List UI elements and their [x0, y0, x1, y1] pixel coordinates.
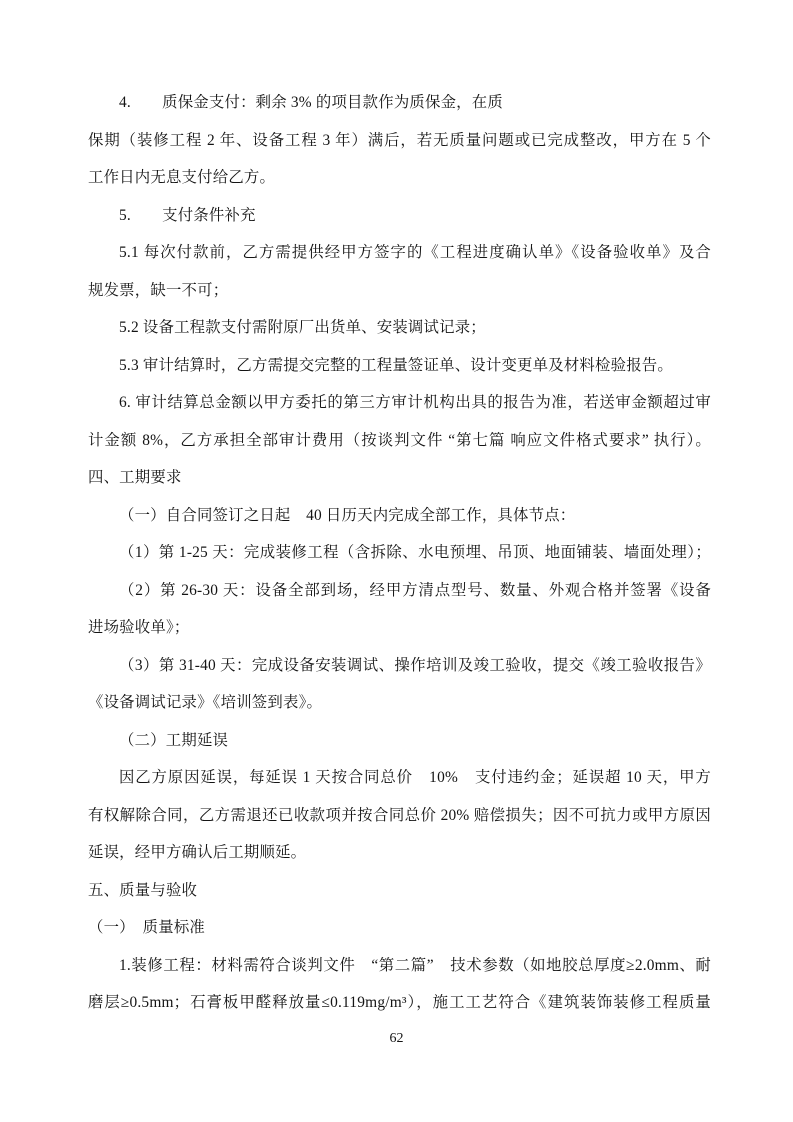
text-line: 5.2 设备工程款支付需附原厂出货单、安装调试记录；	[119, 319, 486, 336]
text-line: 规发票，缺一不可；	[88, 281, 229, 299]
text-line: 1.装修工程：材料需符合谈判文件 “第二篇” 技术参数（如地胶总厚度≥2.0mm、耐	[119, 956, 711, 974]
text-line: 有权解除合同，乙方需退还已收款项并按合同总价 20% 赔偿损失；因不可抗力或甲方原因	[88, 806, 711, 824]
text-line: （一） 质量标准	[88, 919, 206, 936]
text-line: 延误，经甲方确认后工期顺延。	[88, 844, 307, 861]
text-line: 进场验收单》；	[88, 619, 190, 636]
document-body	[88, 84, 711, 1022]
page-footer	[0, 1026, 793, 1052]
text-line: （1）第 1-25 天：完成装修工程（含拆除、水电预埋、吊顶、地面铺装、墙面处理）；	[119, 544, 711, 561]
text-line: 6. 审计结算总金额以甲方委托的第三方审计机构出具的报告为准，若送审金额超过审	[119, 394, 711, 411]
page-number: 62	[389, 1031, 404, 1046]
text-line: 因乙方原因延误，每延误 1 天按合同总价 10% 支付违约金；延误超 10 天，甲方	[119, 769, 711, 786]
text-line: 5. 支付条件补充	[119, 206, 256, 224]
text-line: （3）第 31-40 天：完成设备安装调试、操作培训及竣工验收，提交《竣工验收报告》	[119, 656, 711, 674]
text-line: 《设备调试记录》《培训签到表》。	[88, 694, 323, 711]
text-line: （二）工期延误	[119, 731, 229, 749]
text-line: 5.1 每次付款前，乙方需提供经甲方签字的《工程进度确认单》《设备验收单》及合	[119, 244, 711, 261]
text-line: 五、质量与验收	[88, 881, 198, 899]
text-line: 磨层≥0.5mm；石膏板甲醛释放量≤0.119mg/m³），施工工艺符合《建筑装饰装修工程质量	[88, 994, 711, 1011]
text-line: 4. 质保金支付：剩余 3% 的项目款作为质保金，在质	[119, 94, 503, 111]
text-line: （一）自合同签订之日起 40 日历天内完成全部工作，具体节点：	[119, 506, 576, 524]
text-line: 保期（装修工程 2 年、设备工程 3 年）满后，若无质量问题或已完成整改，甲方在 5 个	[88, 131, 711, 149]
text-line: 5.3 审计结算时，乙方需提交完整的工程量签证单、设计变更单及材料检验报告。	[119, 356, 673, 374]
text-line: （2）第 26-30 天：设备全部到场，经甲方清点型号、数量、外观合格并签署《设备	[119, 581, 711, 599]
text-line: 四、工期要求	[88, 469, 182, 486]
text-line: 工作日内无息支付给乙方。	[88, 169, 276, 186]
text-line: 计金额 8%，乙方承担全部审计费用（按谈判文件 “第七篇 响应文件格式要求” 执行）。	[88, 431, 711, 449]
